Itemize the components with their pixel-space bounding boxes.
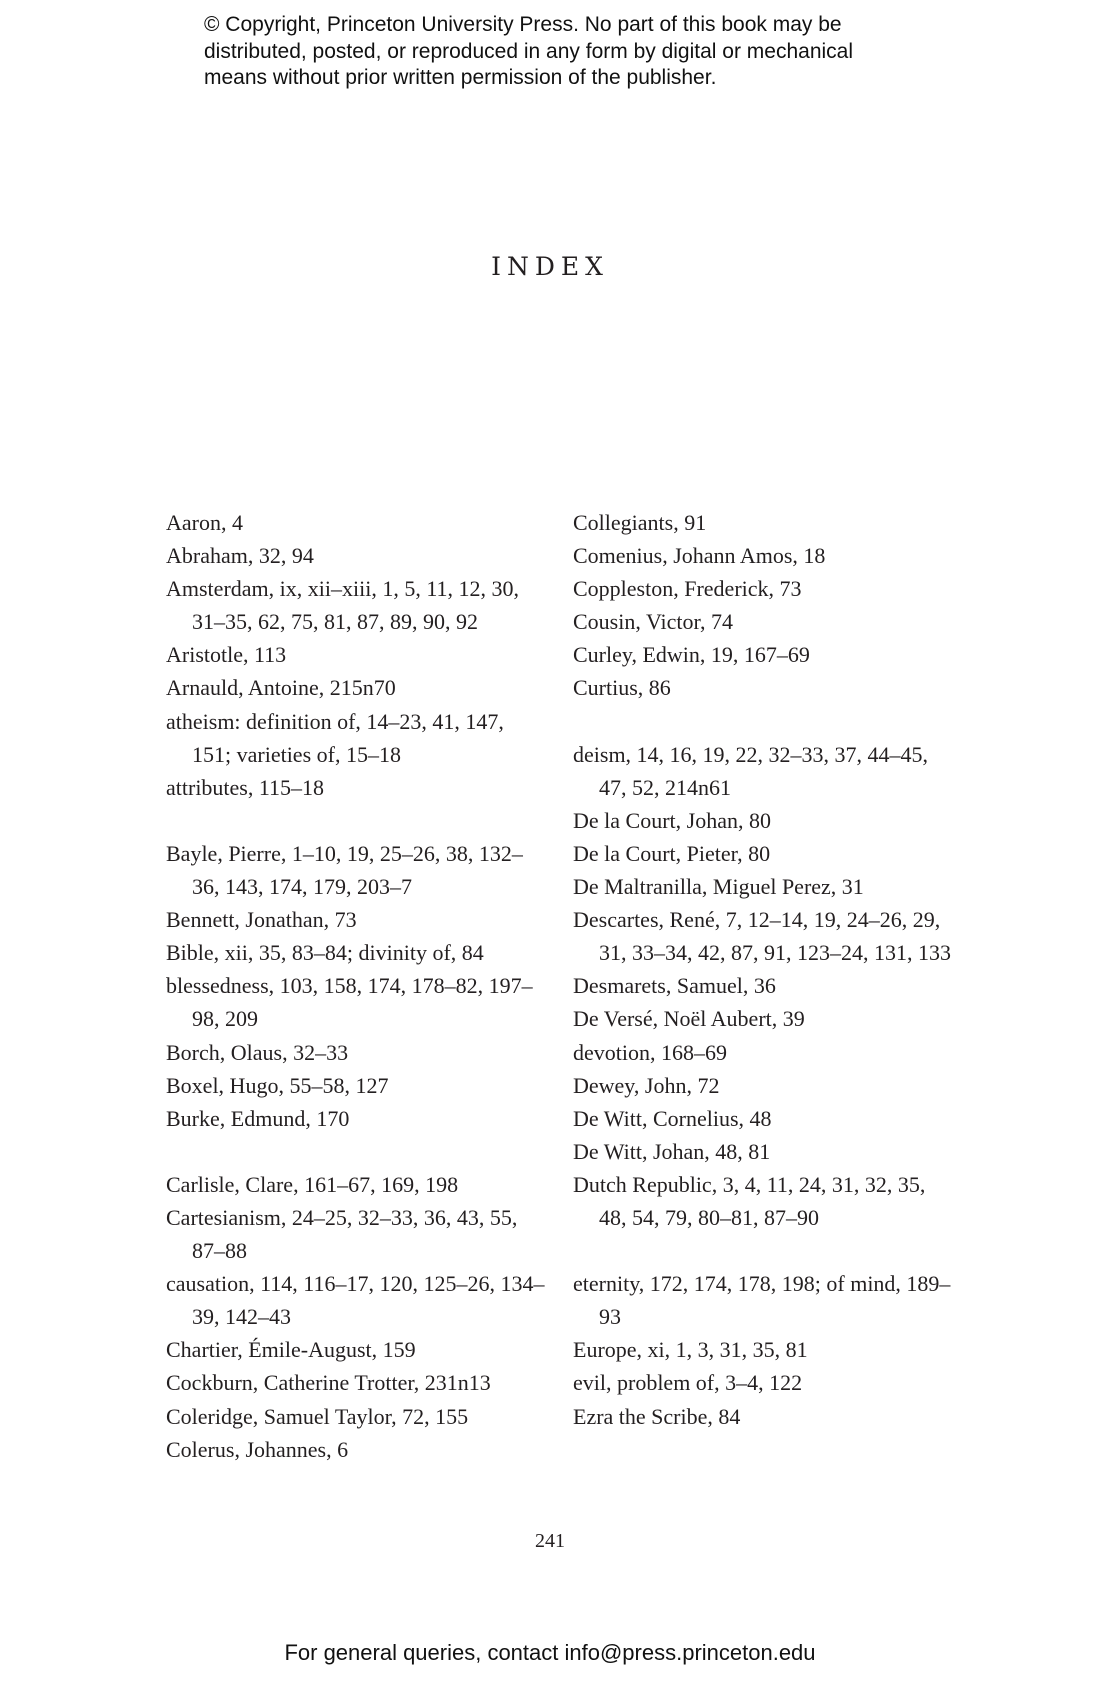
index-entry: Dutch Republic, 3, 4, 11, 24, 31, 32, 35, 48, 54, 79, 80–81, 87–90: [573, 1171, 926, 1230]
index-entry: Bible, xii, 35, 83–84; divinity of, 84: [166, 940, 484, 966]
index-entry: devotion, 168–69: [573, 1039, 727, 1065]
footer-contact: For general queries, contact info@press.princeton.edu: [284, 1640, 816, 1665]
index-entry: Bayle, Pierre, 1–10, 19, 25–26, 38, 132–36, 143, 174, 179, 203–7: [166, 840, 523, 900]
copyright-line: means without prior written permission of the publisher.: [204, 66, 717, 89]
index-entry: Cousin, Victor, 74: [573, 609, 733, 635]
copyright-notice: [204, 12, 964, 92]
page-number: 241: [535, 1530, 565, 1552]
index-entry: Chartier, Émile-August, 159: [166, 1337, 416, 1363]
page-title: INDEX: [491, 252, 609, 281]
index-entry: Bennett, Jonathan, 73: [166, 907, 357, 933]
index-entry: De Versé, Noël Aubert, 39: [573, 1006, 805, 1032]
index-entry: Aaron, 4: [166, 510, 243, 535]
section-gap: [573, 705, 953, 738]
index-column-right: [573, 506, 953, 1433]
index-entry: Colerus, Johannes, 6: [166, 1436, 349, 1462]
index-entry: Cockburn, Catherine Trotter, 231n13: [166, 1370, 491, 1396]
section-gap: [166, 1135, 546, 1168]
index-entry: blessedness, 103, 158, 174, 178–82, 197–98, 209: [166, 973, 533, 1032]
index-entry: Carlisle, Clare, 161–67, 169, 198: [166, 1171, 459, 1197]
index-column-left: [166, 506, 546, 1466]
index-entry: causation, 114, 116–17, 120, 125–26, 134–39, 142–43: [166, 1271, 545, 1330]
index-entry: Curtius, 86: [573, 675, 671, 701]
index-entry: Amsterdam, ix, xii–xiii, 1, 5, 11, 12, 30, 31–35, 62, 75, 81, 87, 89, 90, 92: [166, 576, 519, 635]
index-entry: atheism: definition of, 14–23, 41, 147, 151; varieties of, 15–18: [166, 708, 504, 767]
index-entry: deism, 14, 16, 19, 22, 32–33, 37, 44–45, 47, 52, 214n61: [573, 741, 929, 800]
index-entry: Abraham, 32, 94: [166, 543, 314, 569]
index-entry: Borch, Olaus, 32–33: [166, 1039, 349, 1065]
index-entry: Comenius, Johann Amos, 18: [573, 543, 826, 569]
copyright-line: distributed, posted, or reproduced in any form by digital or mechanical: [204, 39, 854, 63]
index-entry: eternity, 172, 174, 178, 198; of mind, 189–93: [573, 1271, 951, 1330]
index-entry: Aristotle, 113: [166, 642, 287, 668]
index-entry: attributes, 115–18: [166, 774, 325, 800]
index-entry: Burke, Edmund, 170: [166, 1105, 350, 1131]
index-entry: De Maltranilla, Miguel Perez, 31: [573, 874, 864, 900]
index-entry: Coppleston, Frederick, 73: [573, 576, 802, 602]
section-gap: [166, 804, 546, 837]
index-entry: Collegiants, 91: [573, 510, 707, 535]
index-entry: evil, problem of, 3–4, 122: [573, 1370, 803, 1396]
copyright-line: © Copyright, Princeton University Press. No part of this book may be: [204, 13, 842, 36]
index-entry: Coleridge, Samuel Taylor, 72, 155: [166, 1403, 469, 1429]
section-gap: [573, 1234, 953, 1267]
index-entry: Desmarets, Samuel, 36: [573, 973, 776, 999]
index-entry: Europe, xi, 1, 3, 31, 35, 81: [573, 1337, 808, 1363]
index-entry: Descartes, René, 7, 12–14, 19, 24–26, 29, 31, 33–34, 42, 87, 91, 123–24, 131, 133: [573, 907, 951, 966]
index-entry: Cartesianism, 24–25, 32–33, 36, 43, 55, 87–88: [166, 1204, 518, 1264]
index-entry: Arnauld, Antoine, 215n70: [166, 675, 396, 701]
index-entry: De la Court, Pieter, 80: [573, 840, 771, 866]
index-entry: Ezra the Scribe, 84: [573, 1403, 741, 1429]
index-entry: Curley, Edwin, 19, 167–69: [573, 642, 810, 668]
index-entry: De Witt, Johan, 48, 81: [573, 1138, 771, 1164]
index-entry: Boxel, Hugo, 55–58, 127: [166, 1072, 389, 1098]
index-entry: Dewey, John, 72: [573, 1072, 720, 1098]
index-entry: De la Court, Johan, 80: [573, 807, 771, 833]
index-entry: De Witt, Cornelius, 48: [573, 1105, 772, 1131]
